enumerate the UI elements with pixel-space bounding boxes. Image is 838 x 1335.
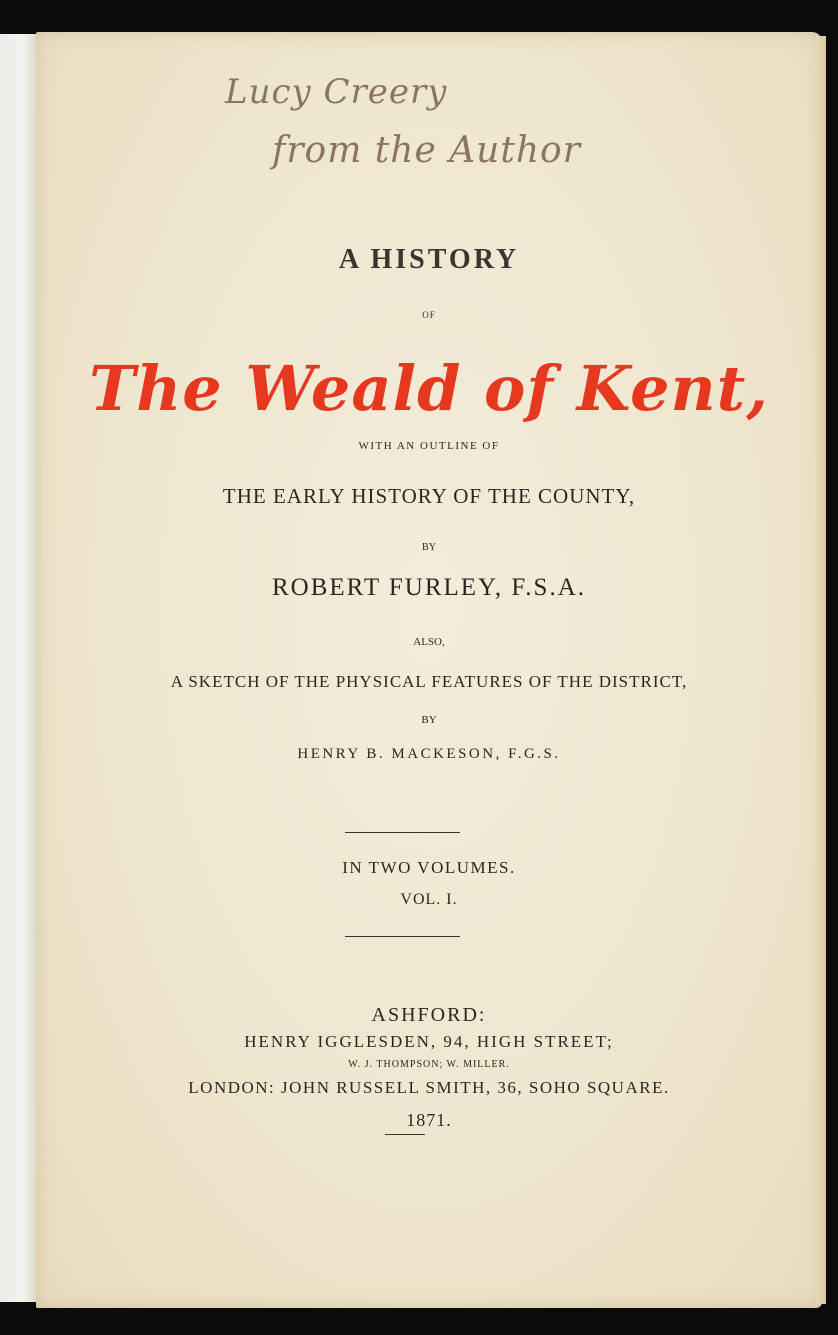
divider-rule-bottom — [345, 936, 460, 937]
imprint-booksellers: W. J. THOMPSON; W. MILLER. — [348, 1059, 510, 1070]
volume-number: VOL. I. — [400, 891, 458, 908]
imprint-london: LONDON: JOHN RUSSELL SMITH, 36, SOHO SQUARE. — [188, 1078, 670, 1097]
author-name: ROBERT FURLEY, F.S.A. — [271, 574, 587, 601]
imprint-year: 1871. — [406, 1110, 452, 1130]
imprint-place: ASHFORD: — [371, 1004, 487, 1026]
by-label-2: BY — [421, 714, 437, 726]
heading-a-history: A HISTORY — [338, 244, 520, 275]
scan-border-top — [0, 0, 838, 34]
also-label: ALSO, — [413, 636, 445, 648]
by-label: BY — [422, 542, 436, 553]
subtitle-early-history: THE EARLY HISTORY OF THE COUNTY, — [222, 484, 636, 508]
year-underline — [385, 1134, 425, 1135]
coauthor-name: HENRY B. MACKESON, F.G.S. — [297, 746, 561, 762]
heading-of: OF — [422, 310, 436, 320]
inscription-name: Lucy Creery — [225, 72, 448, 112]
imprint-publisher: HENRY IGGLESDEN, 94, HIGH STREET; — [244, 1032, 614, 1051]
inscription-from-author: from the Author — [272, 130, 581, 171]
volumes-statement: IN TWO VOLUMES. — [342, 858, 516, 877]
book-title: The Weald of Kent, — [89, 352, 769, 425]
sketch-subtitle: A SKETCH OF THE PHYSICAL FEATURES OF THE DISTRICT, — [170, 672, 688, 691]
adjacent-page-edge — [0, 34, 38, 1302]
divider-rule-top — [345, 832, 460, 833]
subtitle-with-outline: WITH AN OUTLINE OF — [358, 440, 500, 452]
